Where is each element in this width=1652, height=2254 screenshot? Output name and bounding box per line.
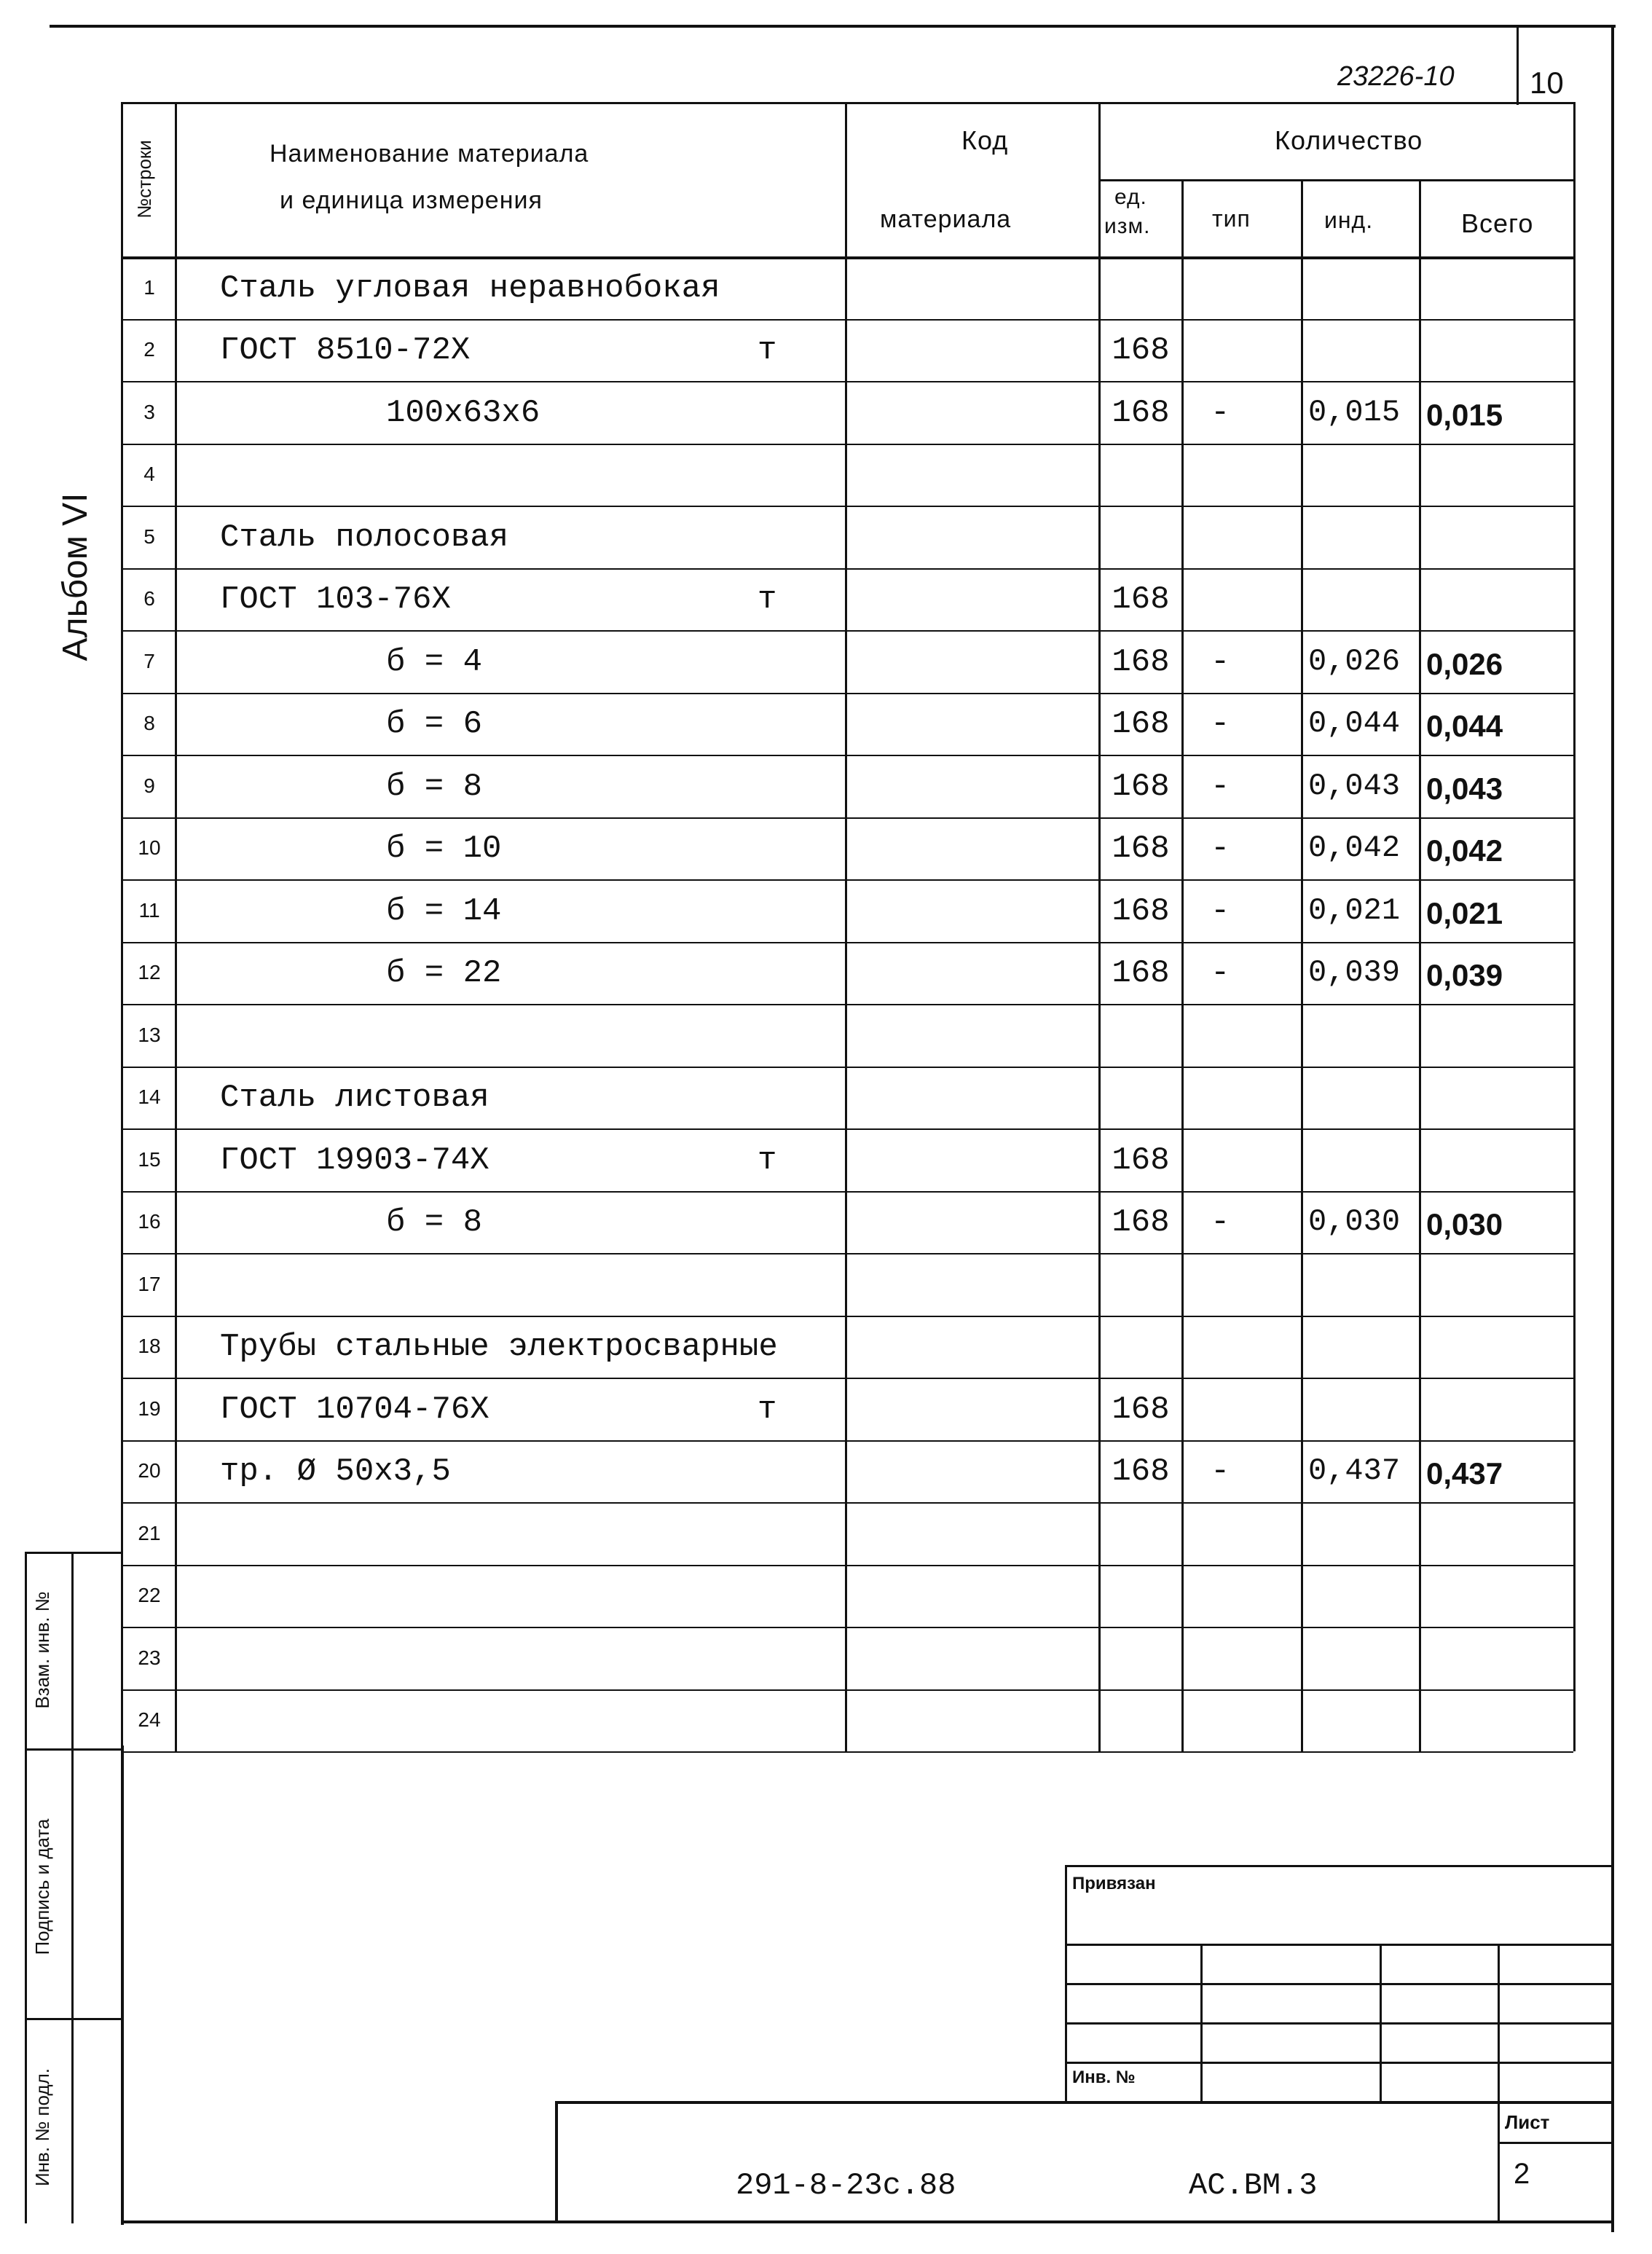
row-qty-type: - (1211, 1204, 1230, 1241)
stamp-row2 (1065, 1983, 1613, 1985)
row-unit-code: 168 (1112, 643, 1170, 680)
row-material-name: б = 4 (386, 643, 483, 680)
doc-number: 291-8-23с.88 (736, 2168, 956, 2203)
row-material-name: ГОСТ 10704-76X (220, 1391, 489, 1428)
row-material-name: Сталь полосовая (220, 519, 509, 556)
row-qty-total: 0,043 (1426, 771, 1503, 806)
row-unit-code: 168 (1112, 706, 1170, 743)
list-label: Лист (1505, 2111, 1550, 2133)
row-unit-code: 168 (1112, 768, 1170, 805)
row-number: 19 (138, 1397, 161, 1420)
stamp-col3 (1498, 1944, 1500, 2220)
page-box-divider (1517, 26, 1519, 105)
stamp-col2 (1380, 1944, 1382, 2102)
row-material-name: б = 6 (386, 706, 483, 743)
row-material-name: 100x63x6 (386, 394, 540, 431)
header-code-unit2: изм. (1104, 214, 1151, 238)
doc-mark: АС.ВМ.3 (1189, 2168, 1318, 2203)
table-row-line (121, 879, 1573, 881)
row-unit-code: 168 (1112, 394, 1170, 431)
row-qty-type: - (1211, 768, 1230, 805)
row-qty-type: - (1211, 892, 1230, 930)
table-col-line (1301, 179, 1303, 1751)
row-unit-code: 168 (1112, 830, 1170, 868)
row-material-name: тр. Ø 50x3,5 (220, 1453, 451, 1491)
row-qty-ind: 0,030 (1308, 1204, 1401, 1240)
table-row-line (121, 568, 1573, 570)
table-row-line (121, 1191, 1573, 1193)
table-row-line (121, 1627, 1573, 1628)
table-row-line (121, 1004, 1573, 1005)
row-number: 14 (138, 1085, 161, 1109)
table-row-line (121, 1253, 1573, 1254)
table-col-line (121, 102, 123, 1751)
row-number: 13 (138, 1023, 161, 1046)
stamp-row4 (1065, 2062, 1613, 2064)
title-block-left (555, 2101, 558, 2223)
side-strip-right (71, 1552, 74, 2223)
row-qty-ind: 0,043 (1308, 768, 1401, 804)
table-row-line (121, 942, 1573, 943)
row-number: 10 (138, 836, 161, 860)
table-row-line (121, 1128, 1573, 1130)
row-number: 16 (138, 1210, 161, 1233)
row-material-name: б = 14 (386, 892, 502, 930)
row-number: 5 (143, 525, 155, 548)
row-qty-type: - (1211, 1453, 1230, 1491)
row-number: 6 (143, 587, 155, 610)
header-code-material: материала (880, 205, 1012, 233)
header-code: Код (961, 125, 1009, 155)
row-material-name: б = 8 (386, 768, 483, 805)
row-number: 23 (138, 1646, 161, 1669)
row-qty-ind: 0,015 (1308, 394, 1401, 430)
row-qty-ind: 0,039 (1308, 955, 1401, 991)
row-material-name: ГОСТ 8510-72X (220, 332, 471, 369)
row-qty-total: 0,044 (1426, 709, 1503, 744)
header-code-unit1: ед. (1114, 185, 1147, 209)
bottom-border (121, 2220, 1614, 2223)
row-qty-total: 0,015 (1426, 397, 1503, 432)
table-row-line (121, 444, 1573, 445)
row-number: 12 (138, 961, 161, 984)
table-row-line (121, 1378, 1573, 1379)
header-quantity: Количество (1275, 125, 1423, 155)
row-unit-code: 168 (1112, 581, 1170, 619)
row-qty-total: 0,437 (1426, 1456, 1503, 1491)
header-bottom-line (121, 256, 1573, 259)
table-top-line (121, 102, 1573, 104)
row-unit-code: 168 (1112, 1204, 1170, 1241)
row-material-name: Сталь угловая неравнобокая (220, 270, 720, 307)
row-unit-code: 168 (1112, 1391, 1170, 1428)
table-row-line (121, 693, 1573, 694)
row-number: 11 (138, 898, 160, 922)
row-unit-code: 168 (1112, 1453, 1170, 1491)
row-qty-total: 0,021 (1426, 895, 1503, 930)
side-strip-top (25, 1552, 122, 1554)
table-row-line (121, 506, 1573, 507)
doc-code: 23226-10 (1337, 61, 1455, 92)
table-col-line (1181, 179, 1184, 1751)
row-qty-ind: 0,042 (1308, 830, 1401, 866)
row-qty-total: 0,042 (1426, 833, 1503, 868)
row-qty-ind: 0,044 (1308, 706, 1401, 742)
row-unit-code: 168 (1112, 892, 1170, 930)
side-strip-div1 (25, 1748, 122, 1751)
row-qty-total: 0,026 (1426, 646, 1503, 681)
inv-no-label: Инв. № (1072, 2068, 1136, 2087)
row-qty-ind: 0,026 (1308, 643, 1401, 679)
header-name-line2: и единица измерения (280, 186, 543, 214)
page-number: 10 (1530, 66, 1564, 100)
row-number: 22 (138, 1584, 161, 1607)
row-number: 20 (138, 1459, 161, 1483)
table-row-line (121, 630, 1573, 632)
row-number: 3 (143, 400, 155, 423)
table-col-line (845, 102, 847, 1751)
table-row-line (121, 381, 1573, 382)
table-row-line (121, 1565, 1573, 1566)
row-unit-code: 168 (1112, 955, 1170, 992)
privyazan-label: Привязан (1072, 1874, 1156, 1893)
row-unit: т (758, 581, 777, 619)
header-name-line1: Наименование материала (270, 140, 589, 168)
row-number: 8 (143, 712, 155, 735)
row-number: 9 (143, 774, 155, 797)
list-value: 2 (1514, 2158, 1530, 2190)
header-q-total: Всего (1461, 208, 1534, 238)
table-row-line (121, 1689, 1573, 1691)
stamp-row1 (1065, 1944, 1613, 1946)
vzam-inv-label: Взам. инв. № (31, 1591, 53, 1709)
row-qty-total: 0,039 (1426, 958, 1503, 993)
row-material-name: б = 10 (386, 830, 502, 868)
row-material-name: ГОСТ 103-76X (220, 581, 451, 619)
lower-left-border (121, 1746, 124, 2225)
header-q-ind: инд. (1324, 207, 1374, 233)
table-row-line (121, 1067, 1573, 1068)
table-row-line (121, 755, 1573, 756)
right-border (1611, 25, 1614, 2232)
row-number: 4 (143, 463, 155, 486)
row-material-name: Сталь листовая (220, 1080, 489, 1117)
header-q-type: тип (1212, 205, 1251, 232)
inv-podl-label: Инв. № подл. (31, 2068, 53, 2186)
table-row-line (121, 817, 1573, 819)
row-unit: т (758, 332, 777, 369)
row-qty-total: 0,030 (1426, 1207, 1503, 1242)
stamp-col1 (1200, 1944, 1203, 2102)
stamp-row3 (1065, 2022, 1613, 2025)
header-mid-line (1098, 179, 1573, 181)
row-qty-type: - (1211, 394, 1230, 431)
podpis-data-label: Подпись и дата (31, 1818, 53, 1955)
side-strip-left (25, 1552, 27, 2223)
privyazan-top (1065, 1865, 1613, 1867)
table-row-line (121, 319, 1573, 321)
row-unit: т (758, 1391, 777, 1428)
row-qty-type: - (1211, 830, 1230, 868)
row-number: 21 (138, 1521, 161, 1544)
table-col-line (175, 102, 177, 1751)
row-qty-type: - (1211, 706, 1230, 743)
table-row-line (121, 1502, 1573, 1504)
table-col-line (1098, 102, 1101, 1751)
header-row-no: №строки (133, 140, 155, 219)
row-material-name: б = 8 (386, 1204, 483, 1241)
table-col-line (1419, 179, 1421, 1751)
row-material-name: ГОСТ 19903-74X (220, 1142, 489, 1179)
row-number: 17 (138, 1272, 161, 1295)
row-number: 7 (143, 649, 155, 672)
row-number: 24 (138, 1708, 161, 1732)
row-number: 18 (138, 1335, 161, 1358)
row-unit: т (758, 1142, 777, 1179)
list-divider (1498, 2142, 1613, 2144)
table-row-line (121, 1751, 1573, 1753)
row-qty-type: - (1211, 643, 1230, 680)
row-number: 2 (143, 338, 155, 361)
row-qty-ind: 0,021 (1308, 892, 1401, 928)
top-border (50, 25, 1616, 28)
row-material-name: б = 22 (386, 955, 502, 992)
table-col-line (1573, 102, 1576, 1751)
row-material-name: Трубы стальные электросварные (220, 1329, 778, 1366)
row-qty-ind: 0,437 (1308, 1453, 1401, 1489)
row-unit-code: 168 (1112, 332, 1170, 369)
table-row-line (121, 1440, 1573, 1442)
side-strip-div2 (25, 2018, 122, 2020)
row-unit-code: 168 (1112, 1142, 1170, 1179)
row-number: 15 (138, 1147, 161, 1171)
album-label: Альбом VI (56, 492, 95, 661)
title-block-top (555, 2101, 1613, 2104)
table-row-line (121, 1316, 1573, 1317)
row-qty-type: - (1211, 955, 1230, 992)
row-number: 1 (143, 275, 155, 299)
